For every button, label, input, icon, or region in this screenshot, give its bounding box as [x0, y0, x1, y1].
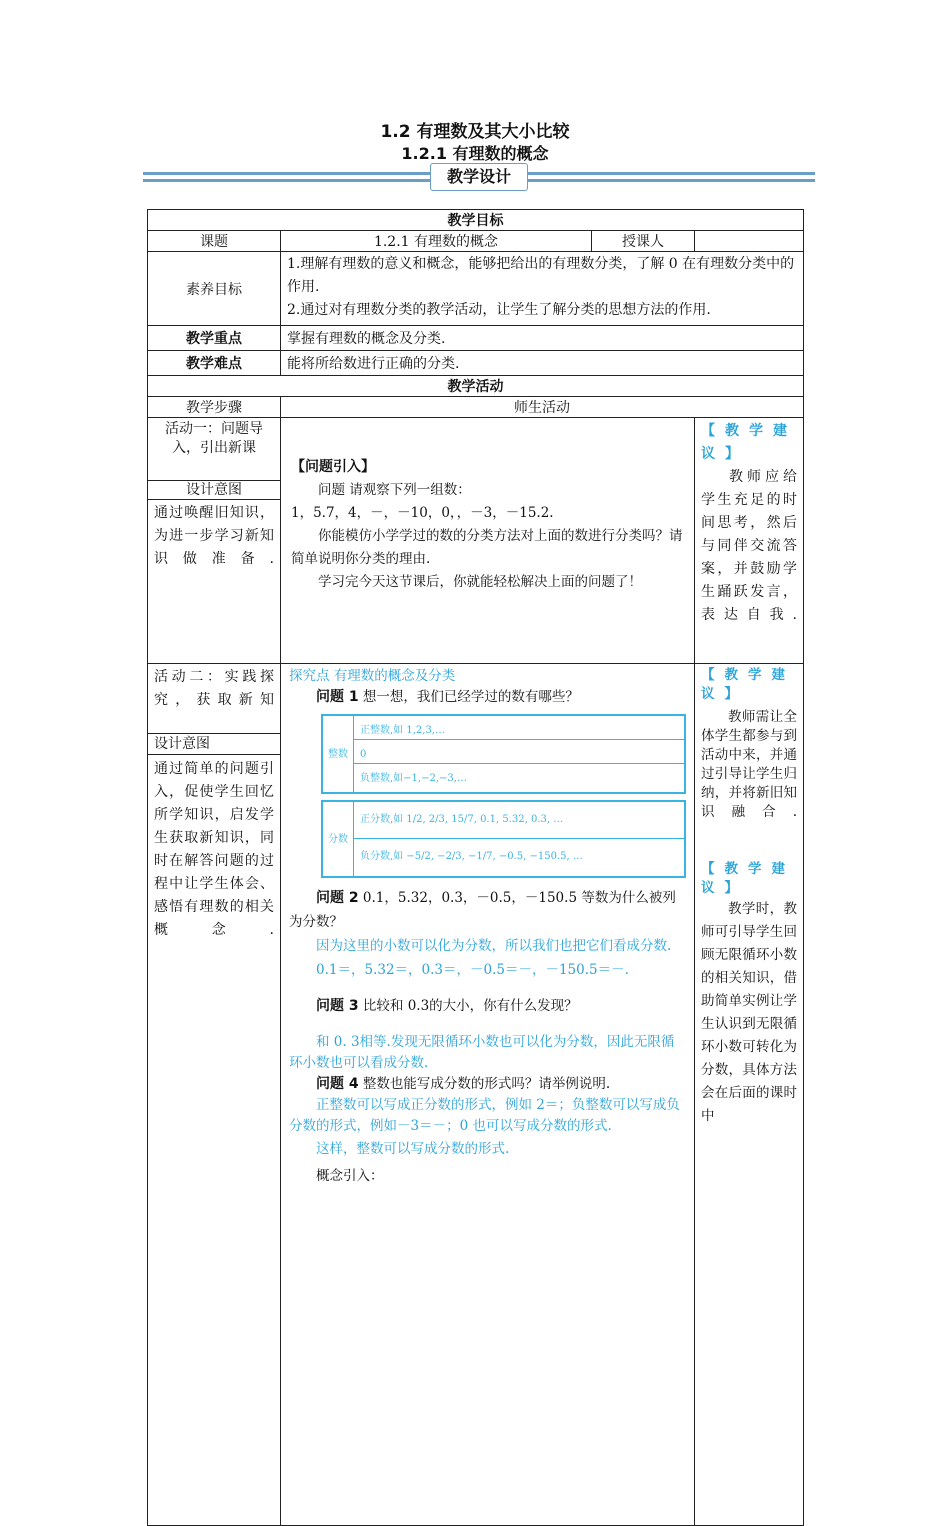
activity1-numbers: 1，5.7，4，－，－10，0，，－3，－15.2.: [291, 505, 554, 521]
integer-positive: 正整数,如 1,2,3,…: [360, 725, 445, 736]
lesson-table: [147, 209, 804, 1526]
q4-text: 整数也能写成分数的形式吗？请举例说明.: [358, 1076, 611, 1092]
activity1-suggestion-title: 【教学建议】: [701, 423, 797, 462]
q4-label: 问题 4: [316, 1076, 359, 1092]
literacy-goal-1: 1.理解有理数的意义和概念，能够把给出的有理数分类，了解 0 在有理数分类中的作用.: [287, 256, 795, 295]
activity1-question: 问题 请观察下列一组数：: [318, 482, 471, 498]
activity2-suggestion1: 教师需让全体学生都参与到活动中来，并通过引导让学生归纳，并将新旧知识融合.: [701, 709, 797, 820]
section-title: 1.2 有理数及其大小比较: [380, 122, 570, 142]
explore-topic: 探究点 有理数的概念及分类: [289, 668, 456, 684]
answer2-line1: 因为这里的小数可以化为分数，所以我们也把它们看成分数.: [316, 938, 672, 954]
activity1-para1: 你能模仿小学学过的数的分类方法对上面的数进行分类吗？请简单说明你分类的理由.: [291, 528, 683, 567]
answer2-line2: 0.1＝，5.32＝，0.3＝，－0.5＝－，－150.5＝－.: [316, 962, 629, 978]
teacher-label: 授课人: [592, 231, 695, 252]
topic-label: 课题: [148, 231, 281, 252]
q3-text: 比较和 0.3的大小，你有什么发现？: [358, 998, 578, 1014]
subsection-title: 1.2.1 有理数的概念: [401, 144, 549, 163]
activity2-suggestion2-title: 【教学建议】: [701, 861, 795, 896]
literacy-goal-2: 2.通过对有理数分类的教学活动，让学生了解分类的思想方法的作用.: [287, 302, 711, 318]
activity1-suggestion: 教师应给学生充足的时间思考，然后与同伴交流答案，并鼓励学生踊跃发言，表达自我.: [701, 469, 797, 623]
fraction-box: [321, 800, 686, 878]
goals-header: 教学目标: [148, 210, 804, 231]
difficulty-label: 教学难点: [148, 351, 281, 376]
activity2-name: 活动二：实践探究，获取新知: [154, 669, 274, 708]
integer-zero: 0: [354, 739, 684, 763]
teacher-value: [695, 231, 804, 252]
fraction-positive: 正分数,如 1/2, 2/3, 15/7, 0.1, 5.32, 0.3, …: [360, 814, 564, 825]
fraction-negative: 负分数,如 −5/2, −2/3, −1/7, −0.5, −150.5, …: [354, 838, 684, 875]
activity1-name: 活动一：问题导入，引出新课: [165, 421, 263, 456]
topic-value: 1.2.1 有理数的概念: [281, 231, 592, 252]
activities-header: 教学活动: [148, 376, 804, 397]
key-point-value: 掌握有理数的概念及分类.: [281, 326, 804, 351]
answer4-line2: 这样，整数可以写成分数的形式.: [316, 1141, 510, 1157]
activity-label: 师生活动: [281, 397, 804, 418]
q2-text: 0.1，5.32，0.3，－0.5，－150.5 等数为什么被列为分数？: [289, 890, 676, 930]
concept-intro: 概念引入：: [316, 1168, 384, 1184]
activity1-para2: 学习完今天这节课后，你就能轻松解决上面的问题了！: [318, 574, 642, 590]
activity1-heading: 【问题引入】: [291, 459, 375, 475]
answer4-line1: 正整数可以写成正分数的形式，例如 2＝；负整数可以写成负分数的形式，例如－3＝－；0 也可以写成分数的形式.: [289, 1097, 680, 1134]
activity2-suggestion2: 教学时，教师可引导学生回顾无限循环小数的相关知识，借助简单实例让学生认识到无限循环小数可转化为分数，具体方法会在后面的课时中: [701, 901, 797, 1124]
integer-box-label: 整数: [323, 716, 354, 792]
integer-negative: 负整数,如−1,−2,−3,…: [354, 763, 684, 787]
integer-box: [321, 714, 686, 794]
q1-label: 问题 1: [316, 689, 359, 705]
difficulty-value: 能将所给数进行正确的分类.: [281, 351, 804, 376]
steps-label: 教学步骤: [148, 397, 281, 418]
q2-label: 问题 2: [316, 890, 359, 906]
activity2-intent-label: 设计意图: [148, 733, 280, 755]
literacy-label: 素养目标: [148, 252, 281, 326]
key-point-label: 教学重点: [148, 326, 281, 351]
activity2-intent: 通过简单的问题引入，促使学生回忆所学知识，启发学生获取新知识，同时在解答问题的过程中让学生体会、感悟有理数的相关概念.: [154, 761, 274, 938]
activity1-intent: 通过唤醒旧知识，为进一步学习新知识做准备.: [154, 505, 274, 567]
activity1-intent-label: 设计意图: [148, 480, 280, 500]
q3-label: 问题 3: [316, 998, 359, 1014]
q1-text: 想一想，我们已经学过的数有哪些？: [358, 689, 579, 705]
answer3: 和 0. 3相等.发现无限循环小数也可以化为分数，因此无限循环小数也可以看成分数.: [289, 1034, 675, 1071]
fraction-box-label: 分数: [323, 802, 354, 876]
banner-label: 教学设计: [430, 163, 528, 191]
activity2-suggestion1-title: 【教学建议】: [701, 667, 795, 702]
